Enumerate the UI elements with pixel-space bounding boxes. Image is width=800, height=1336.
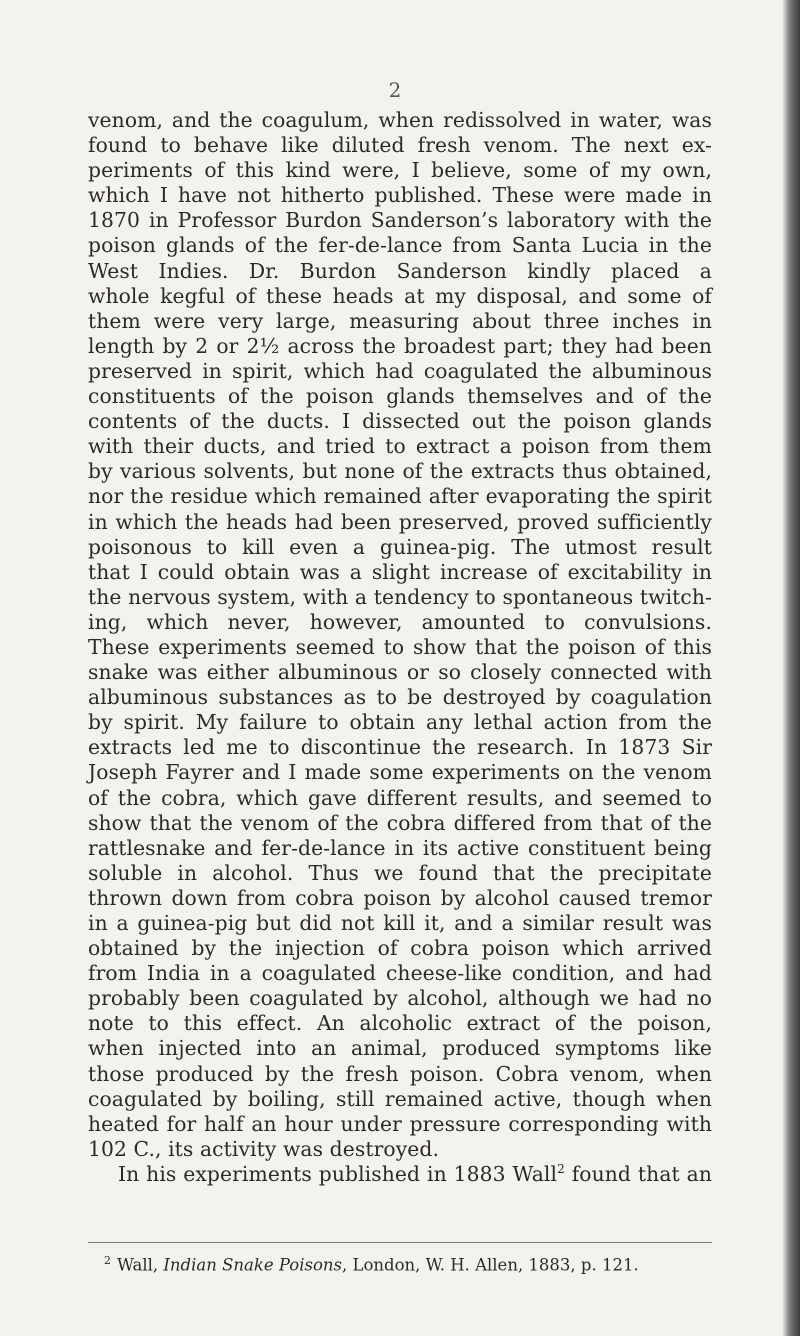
text-line: rattlesnake and fer-de-lance in its active constituent being — [88, 835, 712, 860]
text-line: constituents of the poison glands themselves and of the — [88, 384, 712, 409]
text-line: length by 2 or 2½ across the broadest part; they had been — [88, 333, 712, 358]
text-line: found to behave like diluted fresh venom. The next ex- — [88, 133, 712, 158]
page-edge-shadow — [782, 0, 800, 1336]
text-line: These experiments seemed to show that the poison of this — [88, 634, 712, 659]
footnote-reference: 2 — [557, 1162, 565, 1177]
text-line: nor the residue which remained after evaporating the spirit — [88, 484, 712, 509]
text-line: in which the heads had been preserved, proved sufficiently — [88, 509, 712, 534]
footnote — [104, 1250, 714, 1277]
text-line: preserved in spirit, which had coagulated the albuminous — [88, 358, 712, 383]
text-line: of the cobra, which gave different results, and seemed to — [88, 785, 712, 810]
text-line: whole kegful of these heads at my disposal, and some of — [88, 283, 712, 308]
text-line: soluble in alcohol. Thus we found that the precipitate — [88, 860, 712, 885]
text-line: poisonous to kill even a guinea-pig. The utmost result — [88, 534, 712, 559]
text-line: in a guinea-pig but did not kill it, and a similar result was — [88, 911, 712, 935]
text-line: heated for half an hour under pressure corresponding with — [88, 1111, 712, 1136]
text-line: probably been coagulated by alcohol, although we had no — [88, 986, 712, 1011]
text-fragment: In his experiments published in 1883 Wall — [118, 1161, 558, 1186]
text-line: thrown down from cobra poison by alcohol caused tremor — [88, 885, 712, 910]
text-line: albuminous substances as to be destroyed by coagulation — [88, 685, 712, 710]
footnote-title: Indian Snake Poisons — [163, 1255, 343, 1275]
text-line: which I have not hitherto published. These were made in — [88, 183, 712, 208]
text-fragment: found that an — [564, 1161, 712, 1186]
text-line: that I could obtain was a slight increase of excitability in — [88, 559, 712, 584]
text-line: by various solvents, but none of the extracts thus obtained, — [88, 459, 712, 484]
footnote-mark: 2 — [104, 1254, 111, 1267]
text-line: when injected into an animal, produced symptoms like — [88, 1036, 712, 1061]
text-line: them were very large, measuring about three inches in — [88, 308, 712, 333]
text-line: those produced by the fresh poison. Cobra venom, when — [88, 1061, 712, 1086]
text-line: note to this effect. An alcoholic extract of the poison, — [88, 1011, 712, 1036]
text-line: periments of this kind were, I believe, some of my own, — [88, 158, 712, 183]
text-line: contents of the ducts. I dissected out the poison glands — [88, 409, 712, 434]
page-number: 2 — [388, 78, 402, 102]
text-line: 1870 in Professor Burdon Sanderson’s laboratory with the — [88, 208, 712, 233]
text-line: obtained by the injection of cobra poison which arrived — [88, 936, 712, 961]
text-line: the nervous system, with a tendency to spontaneous twitch- — [88, 584, 712, 609]
footnote-rest: , London, W. H. Allen, 1883, p. 121. — [342, 1255, 639, 1275]
text-line: from India in a coagulated cheese-like condition, and had — [88, 961, 712, 986]
text-line: poison glands of the fer-de-lance from Santa Lucia in the — [88, 233, 712, 258]
text-line: with their ducts, and tried to extract a poison from them — [88, 434, 712, 459]
text-line-with-note — [88, 1162, 712, 1187]
text-line: 102 C., its activity was destroyed. — [88, 1136, 440, 1161]
text-line: by spirit. My failure to obtain any lethal action from the — [88, 710, 712, 735]
text-line: West Indies. Dr. Burdon Sanderson kindly placed a — [88, 258, 712, 283]
text-line: venom, and the coagulum, when redissolved in water, was — [88, 108, 712, 132]
text-line: extracts led me to discontinue the research. In 1873 Sir — [88, 735, 712, 760]
footnote-author: Wall, — [117, 1255, 164, 1275]
text-line: snake was either albuminous or so closely connected with — [88, 660, 712, 685]
footnote-rule — [88, 1242, 712, 1243]
text-line: ing, which never, however, amounted to convulsions. — [88, 609, 712, 634]
text-line: coagulated by boiling, still remained active, though when — [88, 1086, 712, 1111]
text-line: Joseph Fayrer and I made some experiments on the venom — [88, 760, 712, 785]
text-line: show that the venom of the cobra differed from that of the — [88, 810, 712, 835]
body-text — [88, 108, 712, 1187]
